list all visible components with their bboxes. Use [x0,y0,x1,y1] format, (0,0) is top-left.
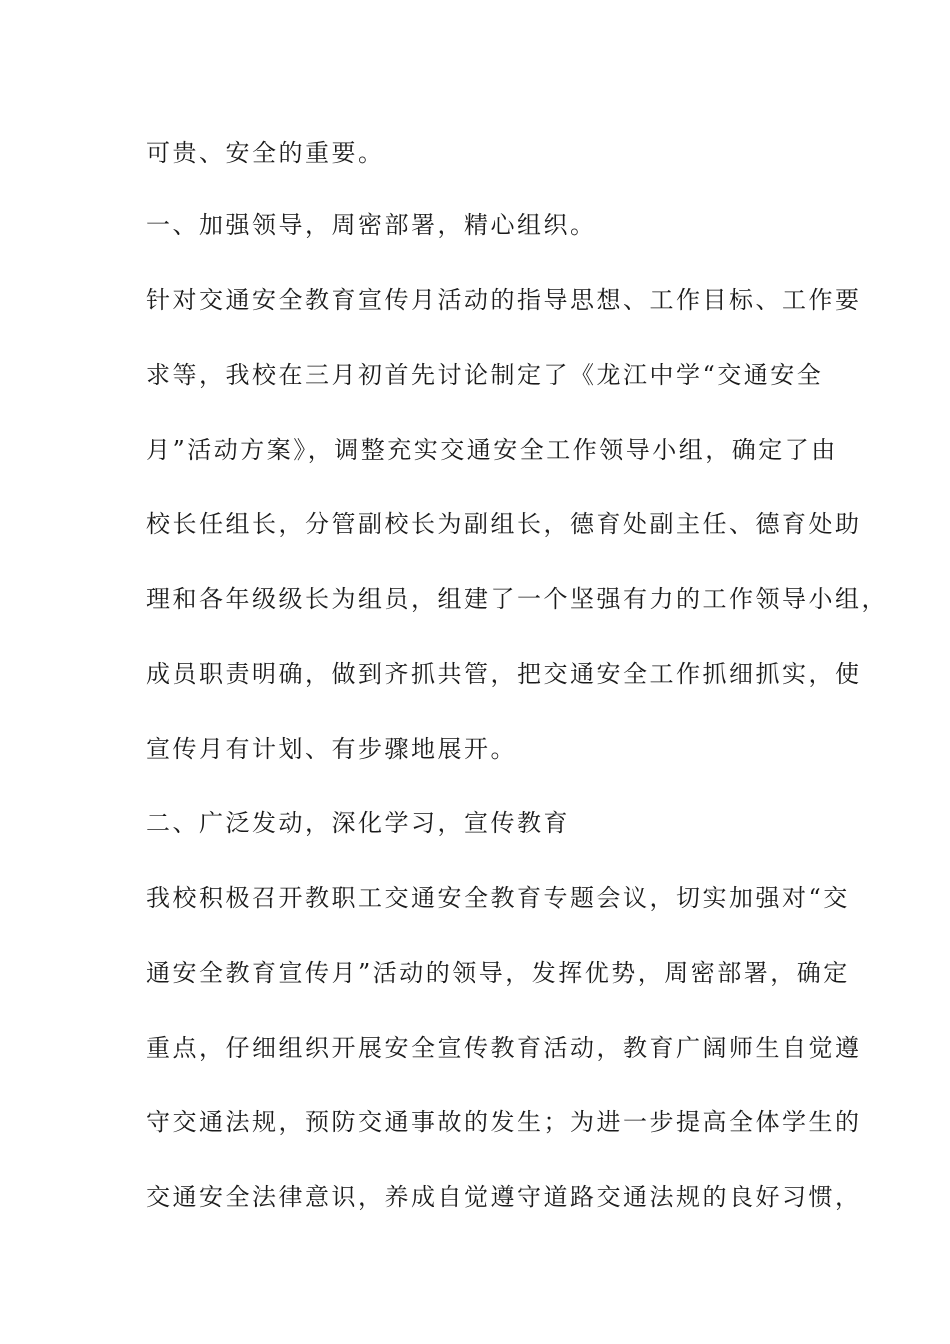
text-line: 我校积极召开教职工交通安全教育专题会议，切实加强对“交 [146,884,850,912]
section-heading: 一、加强领导，周密部署，精心组织。 [146,211,597,239]
text-line: 理和各年级级长为组员，组建了一个坚强有力的工作领导小组， [146,585,888,613]
section-heading: 二、广泛发动，深化学习，宣传教育 [146,809,570,837]
text-line: 宣传月有计划、有步骤地展开。 [146,735,517,763]
text-line: 校长任组长，分管副校长为副组长，德育处副主任、德育处助 [146,510,862,538]
text-line: 针对交通安全教育宣传月活动的指导思想、工作目标、工作要 [146,286,862,314]
text-line: 可贵、安全的重要。 [146,139,385,167]
text-line: 交通安全法律意识，养成自觉遵守道路交通法规的良好习惯， [146,1183,862,1211]
text-line: 求等，我校在三月初首先讨论制定了《龙江中学“交通安全 [146,361,824,389]
text-line: 成员职责明确，做到齐抓共管，把交通安全工作抓细抓实，使 [146,660,862,688]
text-line: 通安全教育宣传月”活动的领导，发挥优势，周密部署，确定 [146,959,850,987]
text-line: 守交通法规，预防交通事故的发生；为进一步提高全体学生的 [146,1108,862,1136]
text-line: 重点，仔细组织开展安全宣传教育活动，教育广阔师生自觉遵 [146,1034,862,1062]
text-line: 月”活动方案》，调整充实交通安全工作领导小组，确定了由 [146,436,838,464]
